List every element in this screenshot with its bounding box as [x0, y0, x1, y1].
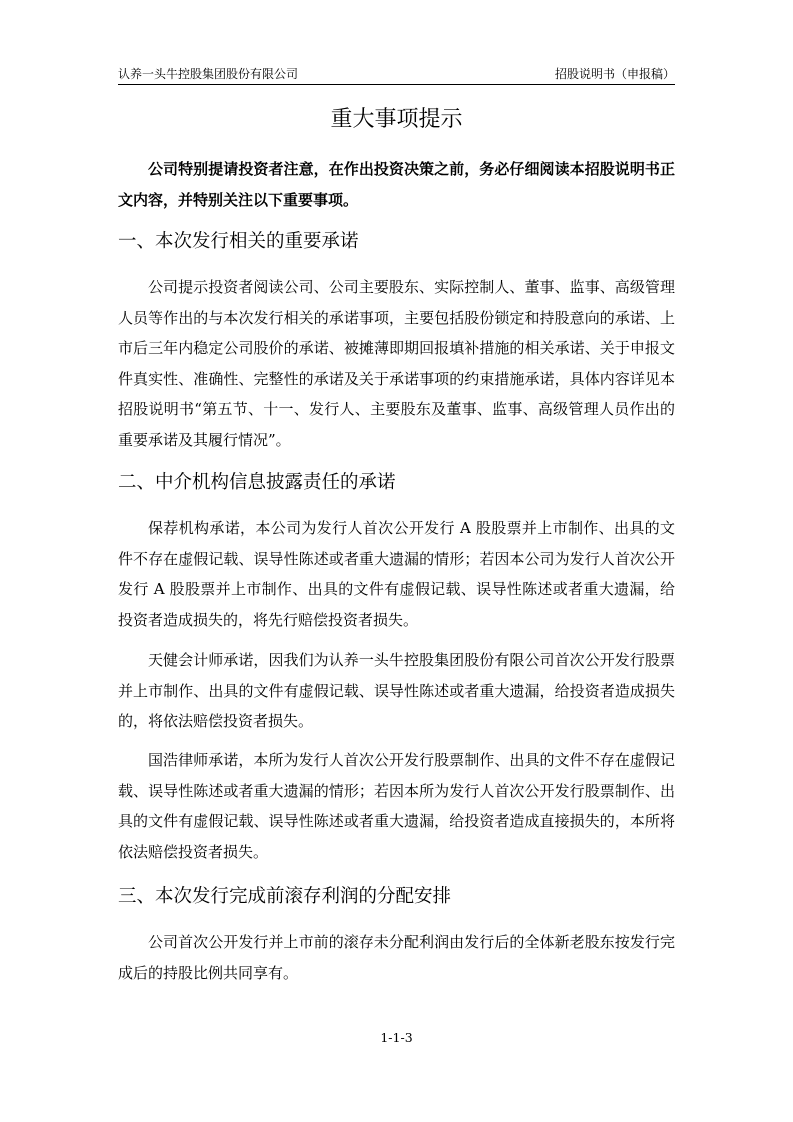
header-doc-type: 招股说明书（申报稿）: [554, 67, 675, 81]
section-3-paragraph-1: 公司首次公开发行并上市前的滚存未分配利润由发行后的全体新老股东按发行完成后的持股比例共同享有。: [118, 933, 675, 982]
section-1-paragraph-1: 公司提示投资者阅读公司、公司主要股东、实际控制人、董事、监事、高级管理人员等作出的与本次发行相关的承诺事项，主要包括股份锁定和持股意向的承诺、上市后三年内稳定公司股价的承诺、被摊薄即期回报填补措施的相关承诺、关于申报文件真实性、准确性、完整性的承诺及关于承诺事项的约束措施承诺，具体内容详见本招股说明书“第五节、十一、发行人、主要股东及董事、监事、高级管理人员作出的重要承诺及其履行情况”。: [118, 278, 675, 449]
header-company: 认养一头牛控股集团股份有限公司: [118, 67, 299, 81]
section-2-paragraph-3: 国浩律师承诺，本所为发行人首次公开发行股票制作、出具的文件不存在虚假记载、误导性陈述或者重大遗漏的情形；若因本所为发行人首次公开发行股票制作、出具的文件有虚假记载、误导性陈述或者重大遗漏，给投资者造成直接损失的，本所将依法赔偿投资者损失。: [118, 751, 675, 861]
page-number: 1-1-3: [380, 1030, 413, 1045]
section-2-heading: 二、中介机构信息披露责任的承诺: [118, 472, 396, 493]
section-3-heading: 三、本次发行完成前滚存利润的分配安排: [118, 886, 452, 907]
page-header: [118, 62, 675, 85]
section-2-paragraph-2: 天健会计师承诺，因我们为认养一头牛控股集团股份有限公司首次公开发行股票并上市制作、出具的文件有虚假记载、误导性陈述或者重大遗漏，给投资者造成损失的，将依法赔偿投资者损失。: [118, 651, 675, 730]
section-2-paragraph-1: 保荐机构承诺，本公司为发行人首次公开发行 A 股股票并上市制作、出具的文件不存在虚假记载、误导性陈述或者重大遗漏的情形；若因本公司为发行人首次公开发行 A 股股票并上市制作、出具的文件有虚假记载、误导性陈述或者重大遗漏，给投资者造成损失的，将先行赔偿投资者损失。: [118, 519, 675, 629]
section-1-heading: 一、本次发行相关的重要承诺: [118, 231, 359, 252]
page-title: 重大事项提示: [330, 107, 463, 132]
investor-notice: 公司特别提请投资者注意，在作出投资决策之前，务必仔细阅读本招股说明书正文内容，并特别关注以下重要事项。: [118, 160, 675, 209]
